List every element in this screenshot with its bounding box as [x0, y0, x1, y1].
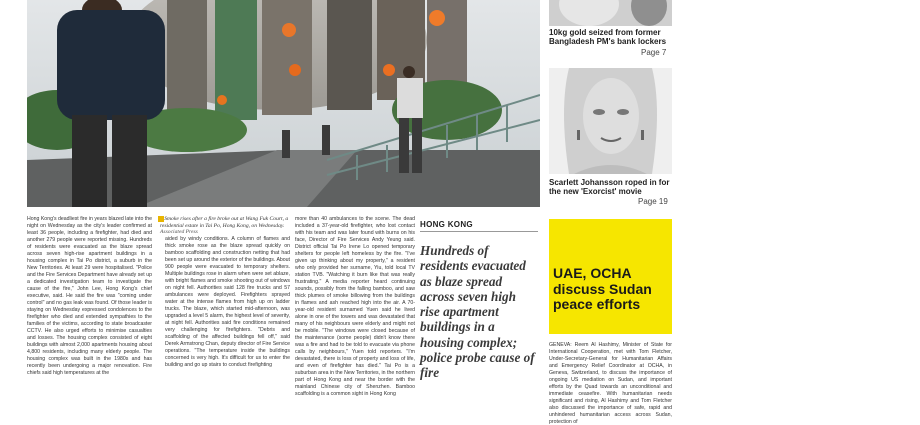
- portrait-image: [549, 68, 672, 174]
- brief-article: GENEVA: Reem Al Hashimy, Minister of State for International Cooperation, met with Tom Fletcher, Under-Secretary-General for Humanitarian Affairs and Emergency Relief Coordinator at OCHA, in Geneva, Switzerland, to discuss the importance of ongoing US mediation on Sudan, and important efforts by the Quad towards an unconditional and immediate ceasefire. With humanitarian needs significant and rising, Al Hashimy and Tom Fletcher also discussed the importance of safe, rapid and unhindered humanitarian access across Sudan, protection of: [549, 342, 672, 425]
- caption-text: Smoke rises after a fire broke out at Wang Fuk Court, a residential estate in Tai Po, Hong Kong, on Wednesday.: [160, 216, 289, 229]
- teaser-thumbnail-portrait: [549, 68, 672, 174]
- story-column-1: Hong Kong's deadliest fire in years blazed late into the night on Wednesday as the city's leader confirmed at least 36 people, including a firefighter, had died and another 279 people were reported missing. Hundreds of residents were evacuated as the blaze spread across seven high-rise apartment buildings in a housing complex in Tai Po district, a suburb in the New Territories. At least 29 were hospitalised. "Police and the Fire Services Department have already set up a dedicated investigation team to investigate the cause of the fire," John Lee, Hong Kong's chief executive, said. He said the fire was "coming under control" and no gas leak was found. Of those leader is staying on Wednesday expressed condolences to the firefighter who died and extended sympathies to the families of the victims, according to state broadcaster CCTV. He also urged efforts to minimise casualties and losses. The housing complex consisted of eight buildings with almost 2,000 apartments housing about 4,800 residents, including many elderly people. The housing complex was built in the 1980s and has recently been undergoing a major renovation. Fire chiefs said high temperatures at the: [27, 216, 152, 376]
- teaser-headline-exorcist[interactable]: Scarlett Johansson roped in for the new 'Exorcist' movie: [549, 178, 670, 197]
- pull-quote: Hundreds of residents evacuated as blaze spread across seven high rise apartment buildings in a housing complex; police probe cause of fire: [420, 243, 535, 381]
- teaser-thumbnail-top: [549, 0, 672, 26]
- teaser-page-exorcist: Page 19: [638, 197, 668, 206]
- section-divider: [420, 231, 538, 232]
- fire-photo: [27, 0, 540, 207]
- section-label: HONG KONG: [420, 220, 473, 229]
- teaser-headline-gold[interactable]: 10kg gold seized from former Bangladesh PM's bank lockers: [549, 28, 667, 47]
- teaser-page-gold: Page 7: [641, 48, 667, 57]
- promo-box-sudan[interactable]: [549, 219, 672, 334]
- caption-credit: Associated Press: [160, 229, 198, 236]
- story-column-2: aided by windy conditions. A column of flames and thick smoke rose as the blaze spread quickly on bamboo scaffolding and construction netting that had been set up around the exterior of the buildings. About 900 people were evacuated to temporary shelters. Multiple buildings rose in alarm when were set ablaze, with bright flames and smoke shooting out of windows on night fell. Authorities said 128 fire trucks and 57 ambulances were deployed. Firefighters sprayed water at the intense flames from high up on ladder trucks. The blaze, which started mid-afternoon, was upgraded a level 5 alarm, the highest level of severity, at night fell. Authorities said fire conditions remained very challenging for firefighters. "Debris and scaffolding of the affected buildings fell off," said Derek Armstrong Chan, deputy director of Fire Service operations. "The temperature inside the buildings concerned is very high. It's difficult for us to enter the building and go up stairs to conduct firefighting: [165, 236, 290, 368]
- fire-photo-illustration: [27, 0, 540, 207]
- photo-caption: [160, 216, 290, 236]
- promo-headline: UAE, OCHA discuss Sudan peace efforts: [553, 265, 652, 313]
- teaser-thumbnail-top-image: [549, 0, 672, 26]
- story-column-3: more than 40 ambulances to the scene. The dead included a 37-year-old firefighter, who lost contact with his team and was later found with burns on his face, Director of Fire Services Andy Yeung said. District official Tai Po Irene Lo opened temporary shelters for people left homeless by the fire. "I've given up thinking about my property," a resident who only provided her surname, Yiu, told local TV station TVB. "Watching it burn like that was really frustrating." A media reporter heard continuing sounds, possibly from the falling bamboo, and saw thick plumes of smoke billowing from the buildings in flames and ash reached high into the air. A 70-year-old resident surnamed Yuen said he lived alone in one of the towers and was devastated that many of his neighbours were elderly and might not be mobile. "The windows were closed because of the maintenance (some people) didn't know there was a fire and had to be told to evacuate via phone calls by neighbours," Yuen told reporters. "I'm devastated, there is loss of property and loss of life, and even of firefighter has died." Tai Po is a suburban area in the New Territories, in the northern part of Hong Kong and near the border with the mainland Chinese city of Shenzhen. Bamboo scaffolding is a common sight in Hong Kong: [295, 216, 415, 397]
